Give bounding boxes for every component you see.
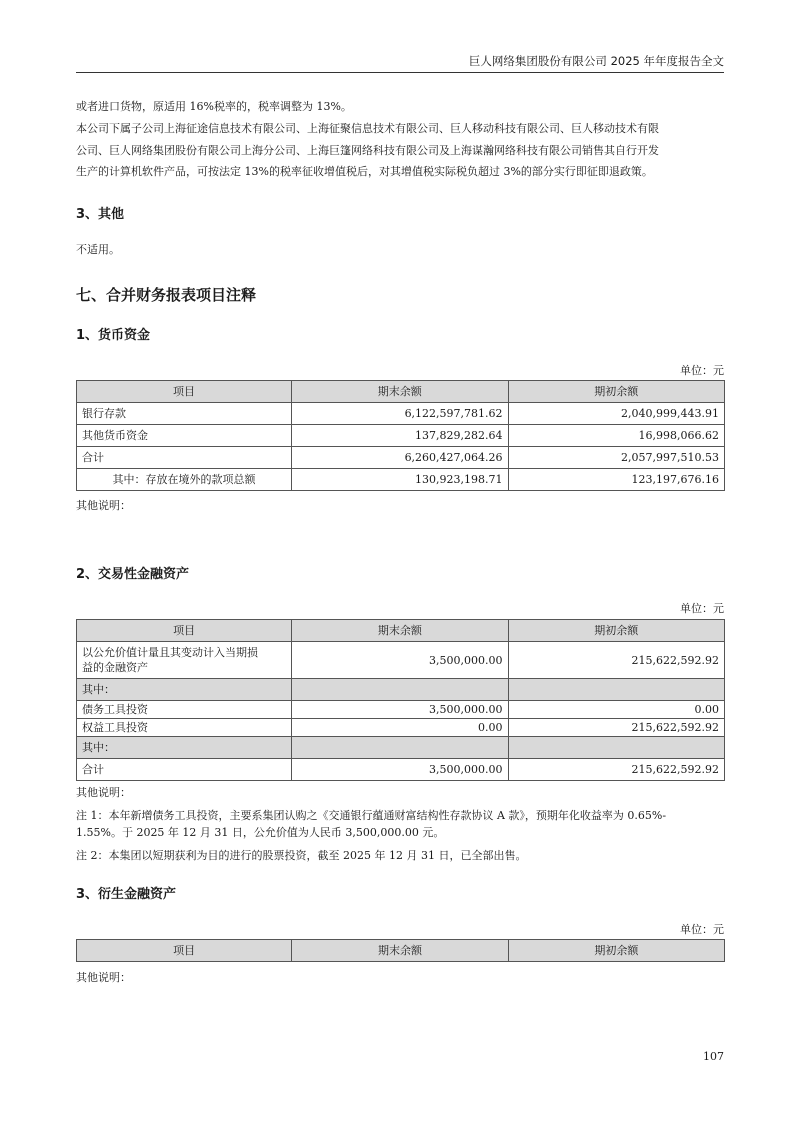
table-header-row (77, 620, 725, 642)
begin-balance: 2,057,997,510.53 (508, 447, 724, 469)
cash-note-label: 其他说明： (76, 499, 131, 512)
table-row (77, 425, 725, 447)
end-balance: 3,500,000.00 (292, 642, 508, 679)
row-label: 权益工具投资 (77, 719, 292, 737)
intro-line-2: 本公司下属子公司上海征途信息技术有限公司、上海征聚信息技术有限公司、巨人移动科技有限公司、巨人移动技术有限 (76, 122, 659, 135)
table-row (77, 642, 725, 679)
page-header: 巨人网络集团股份有限公司 2025 年年度报告全文 (468, 54, 724, 68)
trading-note-label: 其他说明： (76, 786, 131, 799)
table-row (77, 679, 725, 701)
begin-balance: 215,622,592.92 (508, 759, 724, 781)
trading-note-1-line-2: 1.55%。于 2025 年 12 月 31 日，公允价值为人民币 3,500,000.00 元。 (76, 826, 445, 839)
header-divider (76, 72, 724, 73)
cash-heading: 1、货币资金 (76, 328, 151, 343)
column-header: 期末余额 (292, 940, 508, 962)
trading-table (76, 619, 725, 781)
column-header: 期初余额 (508, 381, 724, 403)
table-row (77, 469, 725, 491)
table-header-row (77, 381, 725, 403)
column-header: 期初余额 (508, 620, 724, 642)
end-balance: 6,122,597,781.62 (292, 403, 508, 425)
end-balance: 3,500,000.00 (292, 759, 508, 781)
table-row (77, 447, 725, 469)
page-number: 107 (703, 1050, 724, 1063)
trading-note-1-line-1: 注 1：本年新增债务工具投资，主要系集团认购之《交通银行蕴通财富结构性存款协议 A 款》，预期年化收益率为 0.65%- (76, 809, 667, 822)
begin-balance: 215,622,592.92 (508, 719, 724, 737)
table-row (77, 737, 725, 759)
intro-line-3: 公司、巨人网络集团股份有限公司上海分公司、上海巨篷网络科技有限公司及上海谋瀚网络科技有限公司销售其自行开发 (76, 144, 659, 157)
end-balance (292, 679, 508, 701)
end-balance: 3,500,000.00 (292, 701, 508, 719)
end-balance (292, 737, 508, 759)
table-header-row (77, 940, 725, 962)
table-row (77, 701, 725, 719)
other-heading: 3、其他 (76, 207, 125, 222)
begin-balance (508, 737, 724, 759)
row-label: 银行存款 (77, 403, 292, 425)
row-label: 其中： (77, 679, 292, 701)
row-label: 其中： (77, 737, 292, 759)
begin-balance: 215,622,592.92 (508, 642, 724, 679)
derivative-table (76, 939, 725, 962)
end-balance: 137,829,282.64 (292, 425, 508, 447)
trading-note-2: 注 2：本集团以短期获利为目的进行的股票投资，截至 2025 年 12 月 31 日，已全部出售。 (76, 849, 527, 862)
chapter-heading: 七、合并财务报表项目注释 (76, 286, 257, 304)
table-row (77, 403, 725, 425)
column-header: 项目 (77, 381, 292, 403)
column-header: 期末余额 (292, 381, 508, 403)
column-header: 项目 (77, 940, 292, 962)
table-row (77, 719, 725, 737)
cash-table (76, 380, 725, 491)
row-label: 债务工具投资 (77, 701, 292, 719)
column-header: 期初余额 (508, 940, 724, 962)
row-label: 其他货币资金 (77, 425, 292, 447)
begin-balance: 2,040,999,443.91 (508, 403, 724, 425)
end-balance: 6,260,427,064.26 (292, 447, 508, 469)
column-header: 期末余额 (292, 620, 508, 642)
row-label (77, 642, 292, 679)
other-text: 不适用。 (76, 243, 120, 256)
intro-line-4: 生产的计算机软件产品，可按法定 13%的税率征收增值税后，对其增值税实际税负超过 3%的部分实行即征即退政策。 (76, 165, 653, 178)
derivative-unit: 单位：元 (680, 923, 724, 936)
table-row (77, 759, 725, 781)
trading-unit: 单位：元 (680, 602, 724, 615)
cash-unit: 单位：元 (680, 364, 724, 377)
derivative-heading: 3、衍生金融资产 (76, 887, 177, 902)
derivative-note-label: 其他说明： (76, 971, 131, 984)
column-header: 项目 (77, 620, 292, 642)
begin-balance: 16,998,066.62 (508, 425, 724, 447)
row-label-line: 以公允价值计量且其变动计入当期损 (82, 646, 258, 659)
row-label-line: 益的金融资产 (82, 661, 148, 674)
begin-balance: 0.00 (508, 701, 724, 719)
intro-line-1: 或者进口货物，原适用 16%税率的，税率调整为 13%。 (76, 100, 352, 113)
begin-balance (508, 679, 724, 701)
row-label: 合计 (77, 447, 292, 469)
begin-balance: 123,197,676.16 (508, 469, 724, 491)
end-balance: 130,923,198.71 (292, 469, 508, 491)
trading-heading: 2、交易性金融资产 (76, 567, 190, 582)
row-label: 合计 (77, 759, 292, 781)
row-label: 其中：存放在境外的款项总额 (77, 469, 292, 491)
end-balance: 0.00 (292, 719, 508, 737)
